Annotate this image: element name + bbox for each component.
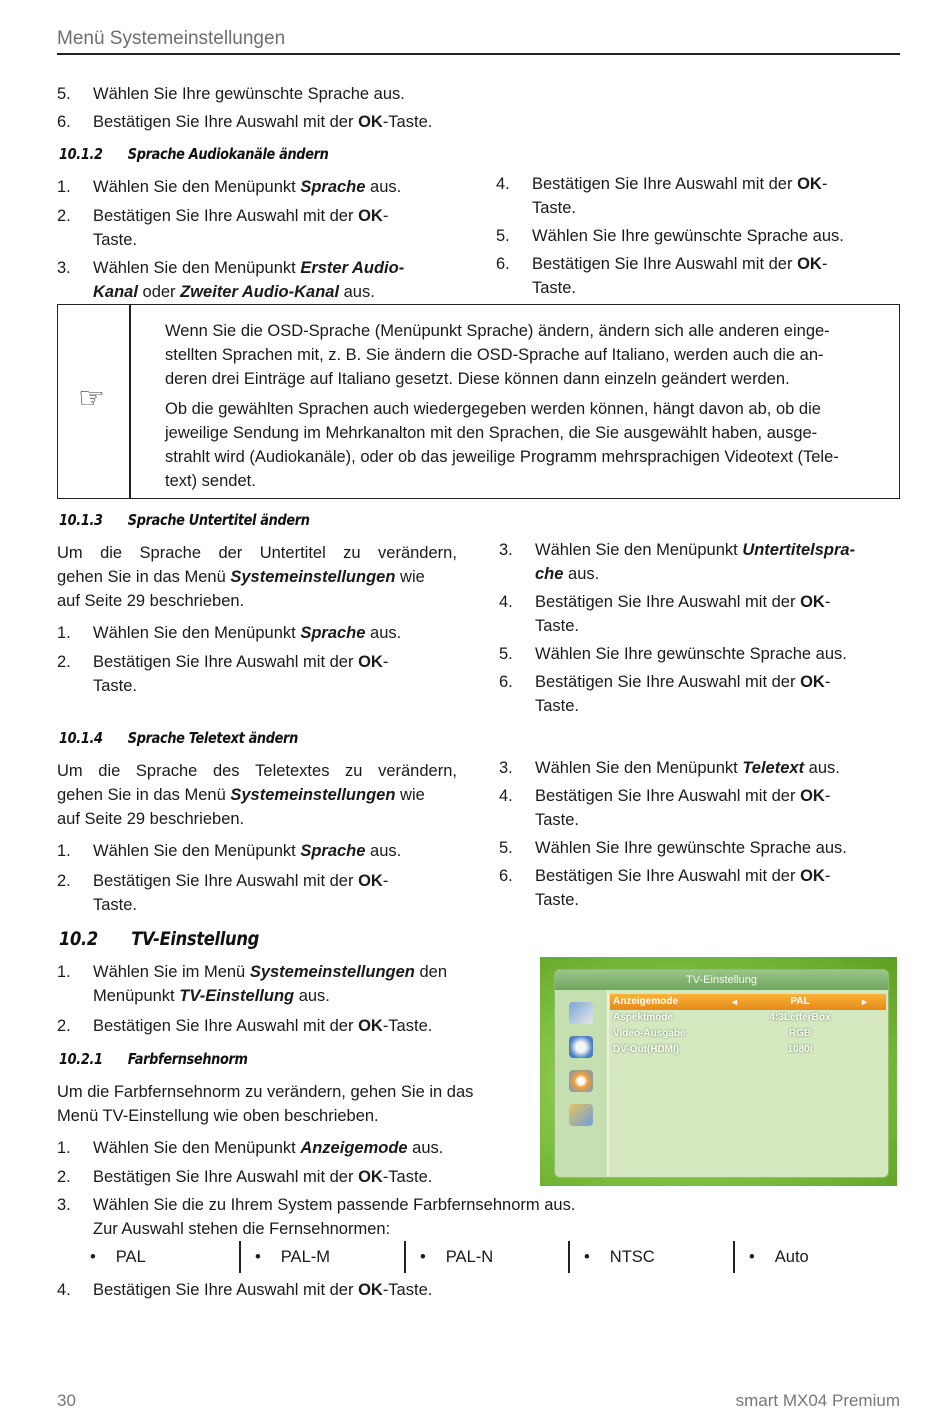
tv-settings-screenshot (540, 957, 897, 1186)
tv-menu-row[interactable]: Video-Ausgabe RGB (613, 1028, 812, 1039)
section-heading: 10.2 TV-Einstellung (59, 928, 259, 950)
tv-menu-sidebar (555, 990, 609, 1177)
option-separator (733, 1241, 735, 1273)
intro-paragraph: Um die Farbfernsehnorm zu verändern, gehen Sie in das Menü TV-Einstellung wie oben beschrieben. (57, 1083, 474, 1125)
product-name: smart MX04 Premium (735, 1391, 900, 1410)
satellite-dish-icon (569, 1036, 593, 1058)
note-divider (129, 305, 131, 498)
tv-menu-row-selected[interactable]: Anzeigemode ◄ PAL ► (610, 994, 886, 1010)
section-heading: 10.1.3 Sprache Untertitel ändern (59, 511, 310, 529)
option-auto: • Auto (749, 1248, 809, 1266)
arrow-right-icon: ► (860, 997, 869, 1007)
section-heading: 10.1.4 Sprache Teletext ändern (59, 729, 298, 747)
tv-menu-title: TV-Einstellung (555, 970, 888, 990)
option-separator (568, 1241, 570, 1273)
page-number: 30 (57, 1391, 76, 1410)
gear-icon (569, 1070, 593, 1092)
section-heading: 10.2.1 Farbfernsehnorm (59, 1050, 248, 1068)
option-pal-m: • PAL-M (255, 1248, 330, 1266)
pointing-hand-icon: ☞ (78, 382, 105, 415)
option-separator (404, 1241, 406, 1273)
arrow-left-icon: ◄ (730, 997, 739, 1007)
section-heading: 10.1.2 Sprache Audiokanäle ändern (59, 145, 329, 163)
note-box (57, 304, 900, 499)
running-header: Menü Systemeinstellungen (57, 28, 286, 49)
intro-paragraph: Um die Sprache der Untertitel zu verändern, gehen Sie in das Menü Systemeinstellungen wie auf Seite 29 beschrieben. (57, 544, 457, 610)
option-pal: • PAL (90, 1248, 146, 1266)
tools-icon (569, 1104, 593, 1126)
option-ntsc: • NTSC (584, 1248, 655, 1266)
note-paragraph: Ob die gewählten Sprachen auch wiedergegeben werden können, hängt davon ab, ob die jeweilige Sendung im Mehrkanalton mit den Sprachen, die Sie ausgewählt haben, ausge- strahlt wird (Audiokanäle), oder ob das jeweilige Programm mehrsprachigen Videotext (Tele- text) sendet. (165, 400, 839, 490)
intro-paragraph: Um die Sprache des Teletextes zu verändern, gehen Sie in das Menü Systemeinstellungen wie auf Seite 29 beschrieben. (57, 762, 457, 828)
picture-icon (569, 1002, 593, 1024)
option-pal-n: • PAL-N (420, 1248, 494, 1266)
option-separator (239, 1241, 241, 1273)
note-paragraph: Wenn Sie die OSD-Sprache (Menüpunkt Sprache) ändern, ändern sich alle anderen einge- stellten Sprachen mit, z. B. Sie ändern die OSD-Sprache auf Italiano, werden auch die an- deren drei Einträge auf Italiano gesetzt. Diese können dann einzeln geändert werden. (165, 322, 830, 388)
tv-norm-options (57, 1241, 900, 1275)
tv-menu-panel (554, 969, 889, 1178)
tv-menu-row[interactable]: Aspektmode 4:3LetterBox (613, 1012, 831, 1023)
tv-menu-row[interactable]: DV-Out(HDMI) 1080i (613, 1044, 813, 1055)
header-rule (57, 53, 900, 55)
